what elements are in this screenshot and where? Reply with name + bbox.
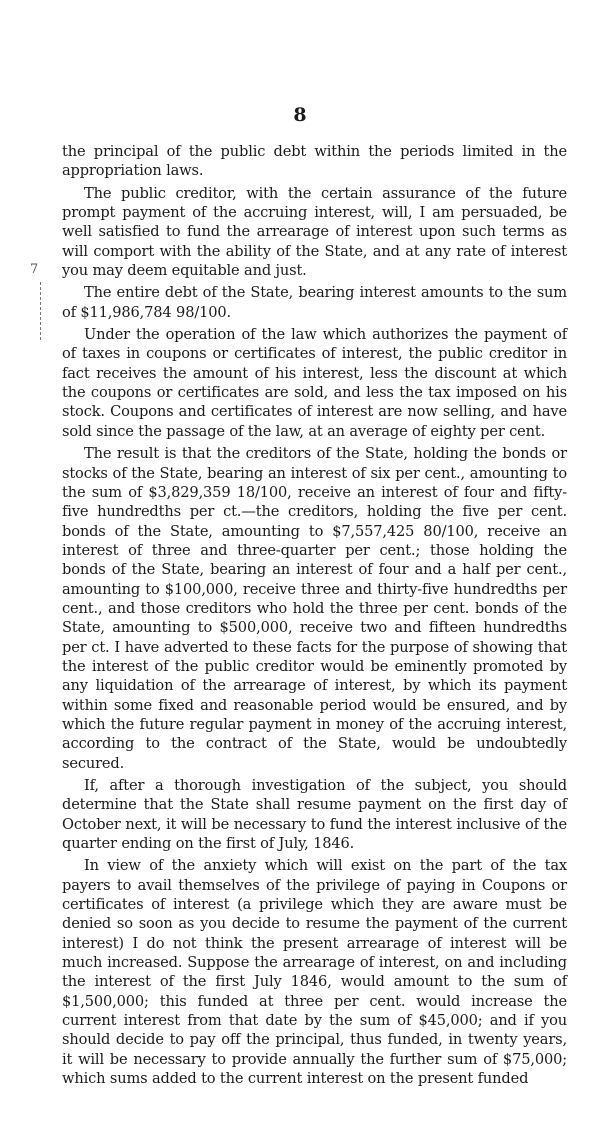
margin-rule <box>40 282 42 340</box>
paragraph: The entire debt of the State, bearing interest amounts to the sum of $11,986,784 98/100. <box>62 284 567 321</box>
paragraph: The public creditor, with the certain assurance of the future prompt payment of the accruing interest, will, I am persuaded, be well satisfied to fund the arrearage of interest upon such terms as will comport with the ability of the State, and at any rate of interest you may deem equitable and just. <box>62 184 567 280</box>
page-number: 8 <box>293 104 307 126</box>
body-text <box>62 142 567 1092</box>
paragraph: If, after a thorough investigation of the subject, you should determine that the State shall resume payment on the first day of October next, it will be necessary to fund the interest inclusive of the quarter ending on the first of July, 1846. <box>62 777 567 853</box>
margin-mark: 7 <box>30 262 39 277</box>
paragraph: The result is that the creditors of the State, holding the bonds or stocks of the State, bearing an interest of six per cent., amounting to the sum of $3,829,359 18/100, receive an interest of four and fifty-five hundredths per ct.—the creditors, holding the five per cent. bonds of the State, amounting to $7,557,425 80/100, receive an interest of three and three-quarter per cent.; those holding the bonds of the State, bearing an interest of four and a half per cent., amounting to $100,000, receive three and thirty-five hundredths per cent., and those creditors who hold the three per cent. bonds of the State, amounting to $500,000, receive two and fifteen hundredths per ct. I have adverted to these facts for the purpose of showing that the interest of the public creditor would be eminently promoted by any liquidation of the arrearage of interest, by which its payment within some fixed and reasonable period would be ensured, and by which the future regular payment in money of the accruing interest, according to the contract of the State, would be undoubtedly secured. <box>62 445 567 772</box>
paragraph: In view of the anxiety which will exist on the part of the tax payers to avail themselves of the privilege of paying in Coupons or certificates of interest (a privilege which they are aware must be denied so soon as you decide to resume the payment of the current interest) I do not think the present arrearage of interest will be much increased. Suppose the arrearage of interest, on and including the interest of the first July 1846, would amount to the sum of $1,500,000; this funded at three per cent. would increase the current interest from that date by the sum of $45,000; and if you should decide to pay off the principal, thus funded, in twenty years, it will be necessary to provide annually the further sum of $75,000; which sums added to the current interest on the present funded <box>62 857 567 1088</box>
paragraph: the principal of the public debt within the periods limited in the appropriation laws. <box>62 143 567 180</box>
paragraph: Under the operation of the law which authorizes the payment of of taxes in coupons or certificates of interest, the public creditor in fact receives the amount of his interest, less the discount at which the coupons or certificates are sold, and less the tax imposed on his stock. Coupons and certificates of interest are now selling, and have sold since the passage of the law, at an average of eighty per cent. <box>62 326 567 440</box>
